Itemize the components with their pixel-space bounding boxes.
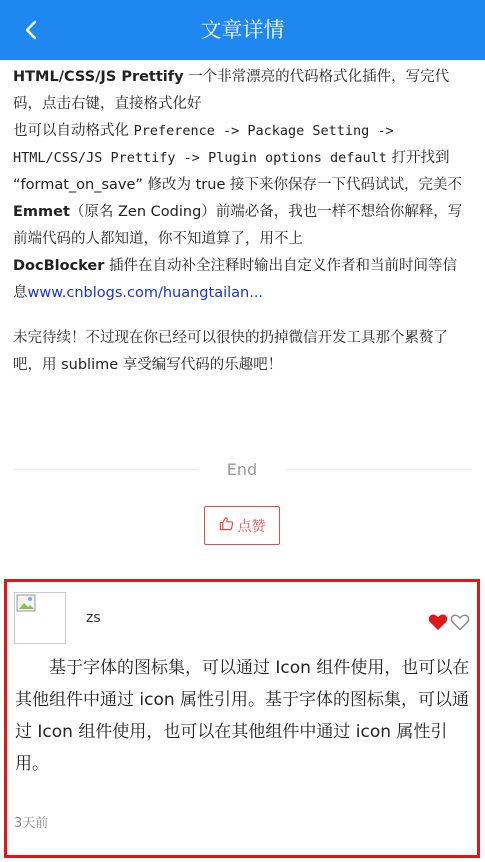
article-content xyxy=(13,64,471,379)
end-label: End xyxy=(226,460,258,479)
end-divider xyxy=(13,458,471,482)
spacer xyxy=(13,307,471,325)
comment-body: 基于字体的图标集，可以通过 Icon 组件使用，也可以在其他组件中通过 icon 属性引用。基于字体的图标集，可以通过 Icon 组件使用，也可以在其他组件中通过 icon 属性引用。 xyxy=(15,658,470,774)
comment-username: zs xyxy=(86,610,101,626)
like-button[interactable] xyxy=(204,506,280,545)
article-paragraph xyxy=(13,64,471,118)
paragraph-text: 插件在自动补全注释时输出自定义作者和当前时间等信息 xyxy=(13,258,458,301)
plugin-name: Emmet xyxy=(13,204,70,220)
heart-filled-icon[interactable] xyxy=(428,613,448,635)
heart-actions xyxy=(428,613,470,635)
comment-time: 3天前 xyxy=(14,816,49,831)
like-label: 点赞 xyxy=(237,518,266,535)
article-paragraph xyxy=(13,118,471,199)
divider-line xyxy=(286,469,471,470)
heart-outline-icon[interactable] xyxy=(450,613,470,635)
article-paragraph xyxy=(13,325,471,379)
page-title: 文章详情 xyxy=(200,18,285,42)
article-paragraph xyxy=(13,253,471,307)
plugin-name: DocBlocker xyxy=(13,258,105,274)
article-paragraph xyxy=(13,199,471,253)
paragraph-text: （原名 Zen Coding）前端必备，我也一样不想给你解释，写前端代码的人都知道，你不知道算了，用不上 xyxy=(13,204,463,247)
avatar xyxy=(14,592,66,644)
menu-path-text: Preference -> Package Setting -> HTML/CSS/JS Prettify -> Plugin options default xyxy=(13,123,394,166)
top-nav-bar xyxy=(0,0,485,60)
paragraph-text: 打开找到 “format_on_save” 修改为 true 接下来你保存一下代码试试，完美不 xyxy=(13,150,462,193)
paragraph-text: 一个非常漂亮的代码格式化插件，写完代码，点击右键，直接格式化好 xyxy=(13,69,450,112)
paragraph-text: 未完待续！不过现在你已经可以很快的扔掉微信开发工具那个累赘了吧，用 sublime 享受编写代码的乐趣吧！ xyxy=(13,330,448,373)
plugin-name: HTML/CSS/JS Prettify xyxy=(13,69,184,85)
cnblogs-link[interactable]: www.cnblogs.com/huangtailan... xyxy=(27,285,264,301)
paragraph-text: 也可以自动格式化 xyxy=(13,123,134,139)
thumbs-up-icon xyxy=(219,516,234,535)
comment-card xyxy=(4,579,480,858)
